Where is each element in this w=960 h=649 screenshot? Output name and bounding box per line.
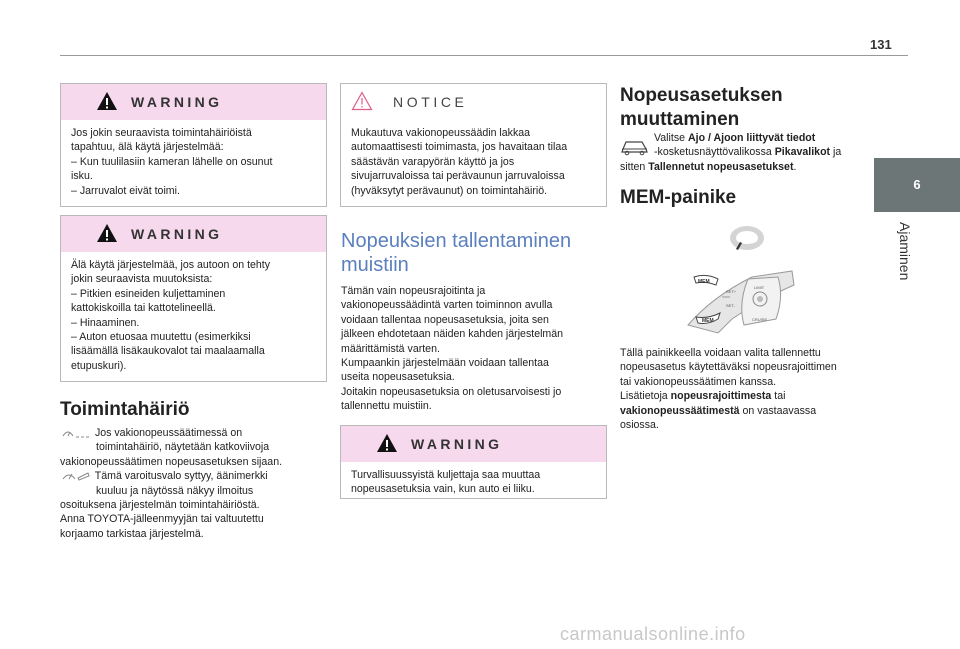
text-fragment: sitten (620, 160, 649, 173)
text-bold: nopeusrajoittimesta (670, 390, 772, 403)
warning-header (61, 216, 326, 252)
text-line: Joitakin nopeusasetuksia on oletusarvoisesti jo (341, 385, 562, 398)
text-fragment: tai (771, 390, 786, 403)
steering-wheel-icon (728, 224, 766, 254)
diagram-label-limit: LIMIT (754, 285, 765, 290)
text-line: Tämä varoitusvalo syttyy, äänimerkki (94, 470, 268, 483)
text-line: isku. (71, 170, 93, 183)
text-line: – Auton etuosaa muutettu (esimerkiksi (71, 331, 251, 344)
warning-title: WARNING (131, 226, 223, 242)
text-bold: vakionopeussäätimestä (620, 404, 740, 417)
text-line: Tämän vain nopeusrajoitinta ja (341, 285, 486, 297)
changing-heading-line2: muuttaminen (620, 109, 740, 130)
text-fragment: ja (830, 146, 842, 159)
text-line: – Kun tuulilasiin kameran lähelle on osunut (71, 155, 273, 168)
cruise-control-warning-lamp-icon (60, 470, 92, 482)
chapter-title: Ajaminen (897, 222, 913, 281)
malfunction-heading: Toimintahäiriö (60, 399, 190, 420)
diagram-label-cruise: CRUISE (752, 317, 768, 322)
text-line: etupuskuri). (71, 359, 127, 372)
changing-heading-line1: Nopeusasetuksen (620, 85, 783, 106)
malfunction-text (60, 426, 330, 541)
text-line: jälkeen ehdotetaan näiden kahden järjestelmän (341, 328, 564, 341)
dashed-speed-display-icon (60, 427, 92, 439)
text-line: säästävän varapyörän käyttö ja jos (351, 155, 515, 168)
chapter-tab (874, 158, 960, 212)
warning-box-1 (60, 83, 327, 207)
chapter-number: 6 (913, 177, 921, 192)
text-line: osiossa. (620, 419, 659, 432)
text-line: vakionopeussäätimen nopeusasetuksen sijaan. (60, 455, 283, 468)
text-line: nopeusasetuksia vain, kun auto ei liiku. (351, 483, 535, 496)
text-fragment: -kosketusnäyttövalikossa (654, 146, 775, 159)
text-line: Kumpaankin järjestelmään voidaan tallentaa (341, 357, 549, 370)
text-line: osoituksena järjestelmän toimintahäiriöstä. (60, 499, 260, 512)
text-line: Jos vakionopeussäätimessä on (94, 427, 243, 439)
warning-box-3 (340, 425, 607, 499)
notice-triangle-icon (351, 91, 373, 111)
warning-triangle-icon (376, 433, 398, 453)
text-line: määrittämistä varten. (341, 342, 440, 355)
diagram-label-mem-bottom: MEM (702, 318, 714, 324)
warning-title: WARNING (411, 436, 503, 452)
top-rule (60, 55, 908, 56)
text-line: Mukautuva vakionopeussäädin lakkaa (351, 127, 531, 139)
text-line: tapahtuu, älä käytä järjestelmää: (71, 141, 224, 154)
text-fragment: on vastaavassa (739, 404, 817, 417)
text-line: vakionopeussäädintä varten toiminnon avulla (341, 299, 553, 312)
text-bold: Pikavalikot (774, 146, 831, 159)
mem-button-text (620, 346, 880, 432)
text-line: kuuluu ja näytössä näkyy ilmoitus (96, 484, 254, 497)
notice-title: NOTICE (393, 94, 468, 110)
mem-button-heading: MEM-painike (620, 187, 737, 208)
text-line: tai vakionopeussäätimen kanssa. (620, 375, 777, 388)
text-line: (hyväksytyt perävaunut) on toimintahäiriö. (351, 184, 548, 197)
text-line: useita nopeusasetuksia. (341, 371, 455, 384)
diagram-label-set-minus: SET- (726, 303, 735, 308)
warning-body (61, 120, 326, 206)
text-line: nopeusasetus käytettäväksi nopeusrajoittimen (620, 361, 837, 374)
text-line: kattokiskoilla tai kattotelineellä. (71, 302, 216, 315)
warning-triangle-icon (96, 91, 118, 111)
memorise-heading-line1: Nopeuksien tallentaminen (341, 230, 572, 252)
warning-body (61, 252, 326, 381)
text-line: jokin seuraavista muutoksista: (71, 273, 213, 286)
warning-header (341, 426, 606, 462)
text-line: tallennettu muistiin. (341, 400, 432, 413)
text-line: korjaamo tarkistaa järjestelmä. (60, 527, 204, 540)
text-line: – Jarruvalot eivät toimi. (71, 184, 180, 197)
page-number: 131 (870, 37, 892, 52)
text-bold: Tallennetut nopeusasetukset (648, 160, 794, 173)
changing-text (620, 131, 870, 174)
memorise-text (341, 284, 606, 414)
warning-triangle-icon (96, 223, 118, 243)
text-fragment: Valitse (654, 132, 688, 144)
text-line: voidaan tallentaa nopeusasetuksia, joita sen (341, 313, 549, 326)
warning-body (341, 462, 606, 505)
text-line: – Hinaaminen. (71, 316, 140, 329)
text-fragment: . (793, 160, 797, 173)
text-line: Anna TOYOTA-jälleenmyyjän tai valtuutettu (60, 513, 264, 526)
text-line: – Pitkien esineiden kuljettaminen (71, 287, 226, 300)
text-line: lisäämällä lisäkaukovalot tai maalaamalla (71, 345, 265, 358)
text-line: Tällä painikkeella voidaan valita tallennettu (620, 347, 821, 359)
diagram-label-set-plus: SET+ (726, 289, 737, 294)
notice-header (341, 84, 606, 120)
diagram-label-mem-top: MEM (698, 279, 710, 285)
text-line: automaattisesti toimimasta, jos havaitaan tilaa (351, 141, 568, 154)
text-line: Jos jokin seuraavista toimintahäiriöistä (71, 127, 252, 139)
text-line: Turvallisuussyistä kuljettaja saa muuttaa (351, 469, 541, 481)
memorise-heading-line2: muistiin (341, 254, 409, 276)
text-line: toimintahäiriö, näytetään katkoviivoja (96, 441, 270, 454)
notice-body (341, 120, 606, 206)
warning-title: WARNING (131, 94, 223, 110)
text-bold: Ajo / Ajoon liittyvät tiedot (687, 132, 816, 144)
text-fragment: Lisätietoja (620, 390, 671, 403)
warning-box-2 (60, 215, 327, 382)
text-line: sivujarruvaloissa tai perävaunun jarruvaloissa (351, 170, 565, 183)
notice-box (340, 83, 607, 207)
warning-header (61, 84, 326, 120)
cruise-control-lever-diagram (682, 267, 802, 339)
footer-watermark: carmanualsonline.info (560, 624, 746, 644)
text-line: Älä käytä järjestelmää, jos autoon on tehty (71, 259, 271, 271)
